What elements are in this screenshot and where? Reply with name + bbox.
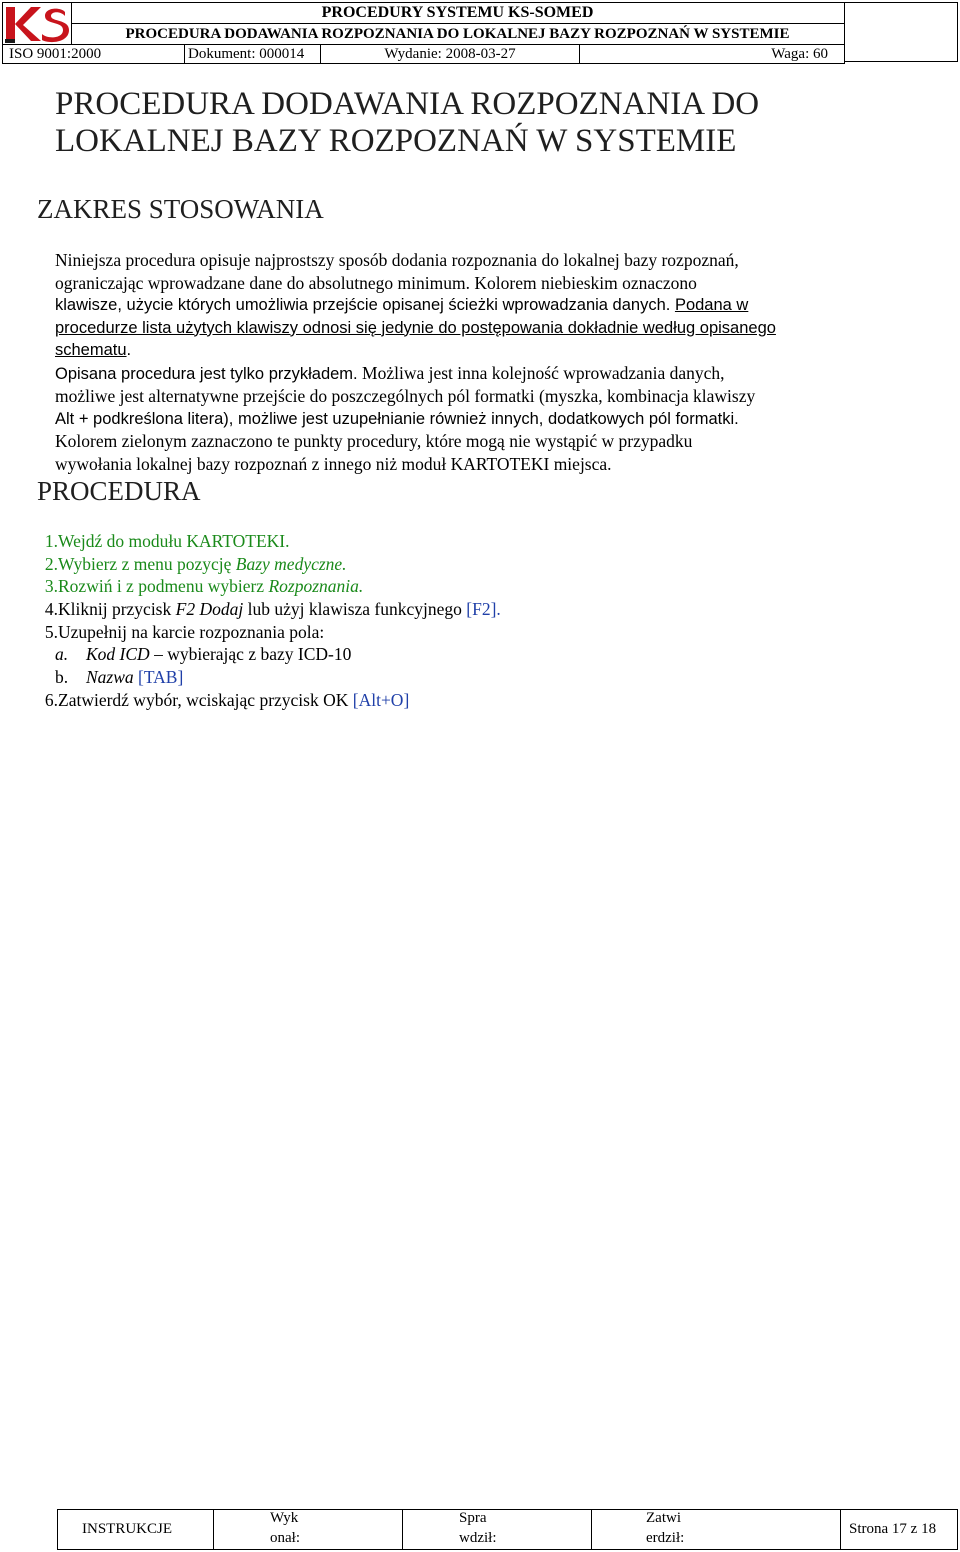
underlined-text: Podana w (674, 296, 749, 314)
step-number: 6. (44, 689, 58, 710)
paragraph-line (55, 362, 915, 386)
header-title: PROCEDURY SYSTEMU KS-SOMED (321, 4, 594, 21)
paragraph-line (55, 294, 915, 317)
step-text (58, 689, 409, 712)
paragraph-line: Kolorem zielonym zaznaczono te punkty procedury, które mogą nie wystąpić w przypadku (55, 431, 693, 451)
page-title-line-1: PROCEDURA DODAWANIA ROZPOZNANIA DO (55, 86, 760, 122)
key-shortcut: [TAB] (133, 667, 184, 688)
list-item (38, 643, 898, 666)
footer-page-number (841, 1510, 957, 1549)
step-text: Uzupełnij na karcie rozpoznania pola: (58, 621, 325, 642)
step-text (86, 643, 351, 666)
list-item (38, 621, 898, 644)
document-weight: Waga: 60 (771, 46, 828, 62)
step-text-plain: Wybierz z menu pozycję (58, 553, 236, 574)
step-text-plain: Zatwierdź wybór, wciskając przycisk OK (58, 689, 353, 710)
paragraph-line: wywołania lokalnej bazy rozpoznań z innego niż moduł KARTOTEKI miejsca. (55, 453, 612, 474)
footer-label: wdził: (459, 1530, 497, 1546)
section-heading-scope: ZAKRES STOSOWANIA (37, 194, 324, 224)
document-number: Dokument: 000014 (185, 45, 321, 64)
header-subtitle: PROCEDURA DODAWANIA ROZPOZNANIA DO LOKALNEJ BAZY ROZPOZNAŃ W SYSTEMIE (71, 23, 844, 45)
procedure-steps (38, 530, 898, 712)
paragraph-text: . (126, 341, 132, 359)
field-name: Nazwa (86, 667, 134, 688)
footer-label: erdził: (646, 1530, 685, 1546)
iso-standard: ISO 9001:2000 (3, 45, 185, 64)
scope-paragraph (55, 249, 915, 475)
header-blank-cell (845, 2, 958, 62)
footer-checked-by (403, 1510, 592, 1549)
step-number: 5. (44, 621, 58, 642)
ks-logo-icon (3, 3, 71, 44)
step-text (58, 575, 363, 598)
page-title (55, 86, 915, 160)
step-text-plain: . (496, 599, 501, 620)
section-heading-procedure: PROCEDURA (37, 476, 201, 506)
edition-date: Wydanie: 2008-03-27 (321, 45, 580, 64)
step-text-plain: Rozwiń i z podmenu wybierz (58, 576, 269, 597)
list-item (38, 598, 898, 621)
step-number: 3. (44, 576, 58, 597)
paragraph-line: ograniczając wprowadzane dane do absolutnego minimum. Kolorem niebieskim oznaczono (55, 272, 697, 293)
step-text (58, 553, 347, 576)
footer-approved-by (592, 1510, 841, 1549)
step-text-plain: lub użyj klawisza funkcyjnego (243, 599, 467, 620)
step-text-plain: Kliknij przycisk (58, 599, 176, 620)
sub-step-letter: b. (55, 667, 69, 688)
paragraph-text: Opisana procedura jest tylko przykładem. (55, 364, 358, 383)
list-item (38, 553, 898, 576)
paragraph-text: klawisze, użycie których umożliwia przejście opisanej ścieżki wprowadzania danych. (55, 296, 671, 314)
paragraph-line (55, 339, 915, 362)
company-logo (3, 3, 72, 44)
step-number: 1. (44, 531, 58, 551)
step-number: 2. (44, 553, 58, 574)
header-meta-row (3, 44, 844, 64)
footer-made-by (214, 1510, 403, 1549)
document-header (2, 2, 845, 64)
list-item (38, 689, 898, 712)
step-text (58, 598, 501, 621)
paragraph-line: Alt + podkreślona litera), możliwe jest uzupełnianie również innych, dodatkowych pól formatki. (55, 409, 739, 428)
underlined-text: schematu (55, 341, 127, 359)
list-item (38, 530, 898, 553)
list-item (38, 666, 898, 689)
footer-label: onał: (270, 1530, 300, 1546)
page-title-line-2: LOKALNEJ BAZY ROZPOZNAŃ W SYSTEMIE (55, 123, 737, 159)
footer-label: Zatwi (646, 1510, 681, 1526)
step-text (86, 666, 183, 689)
submenu-item-name: Rozpoznania. (268, 576, 364, 597)
footer-document-type (58, 1510, 214, 1549)
step-number: 4. (44, 599, 58, 620)
page-number-text: Strona 17 z 18 (849, 1521, 937, 1537)
key-shortcut: [F2] (466, 599, 497, 620)
button-name: F2 Dodaj (175, 599, 244, 620)
paragraph-line: możliwe jest alternatywne przejście do poszczególnych pól formatki (myszka, kombinacja klawiszy (55, 386, 756, 406)
footer-type-text: INSTRUKCJE (82, 1521, 173, 1537)
list-item (38, 575, 898, 598)
footer-label: Spra (459, 1510, 487, 1526)
menu-item-name: Bazy medyczne. (235, 553, 347, 574)
document-footer (57, 1509, 958, 1550)
field-name: Kod ICD (86, 644, 150, 665)
footer-label: Wyk (270, 1510, 299, 1526)
step-text: Wejdź do modułu KARTOTEKI. (58, 531, 290, 551)
paragraph-line: Niniejsza procedura opisuje najprostszy sposób dodania rozpoznania do lokalnej bazy rozpoznań, (55, 250, 739, 270)
paragraph-line: procedurze lista użytych klawiszy odnosi się jedynie do postępowania dokładnie według opisanego (55, 318, 776, 337)
paragraph-text: Możliwa jest inna kolejność wprowadzania danych, (362, 362, 725, 383)
key-shortcut: [Alt+O] (352, 689, 410, 710)
sub-step-letter: a. (55, 644, 69, 665)
step-text-plain: – wybierając z bazy ICD-10 (149, 644, 352, 665)
